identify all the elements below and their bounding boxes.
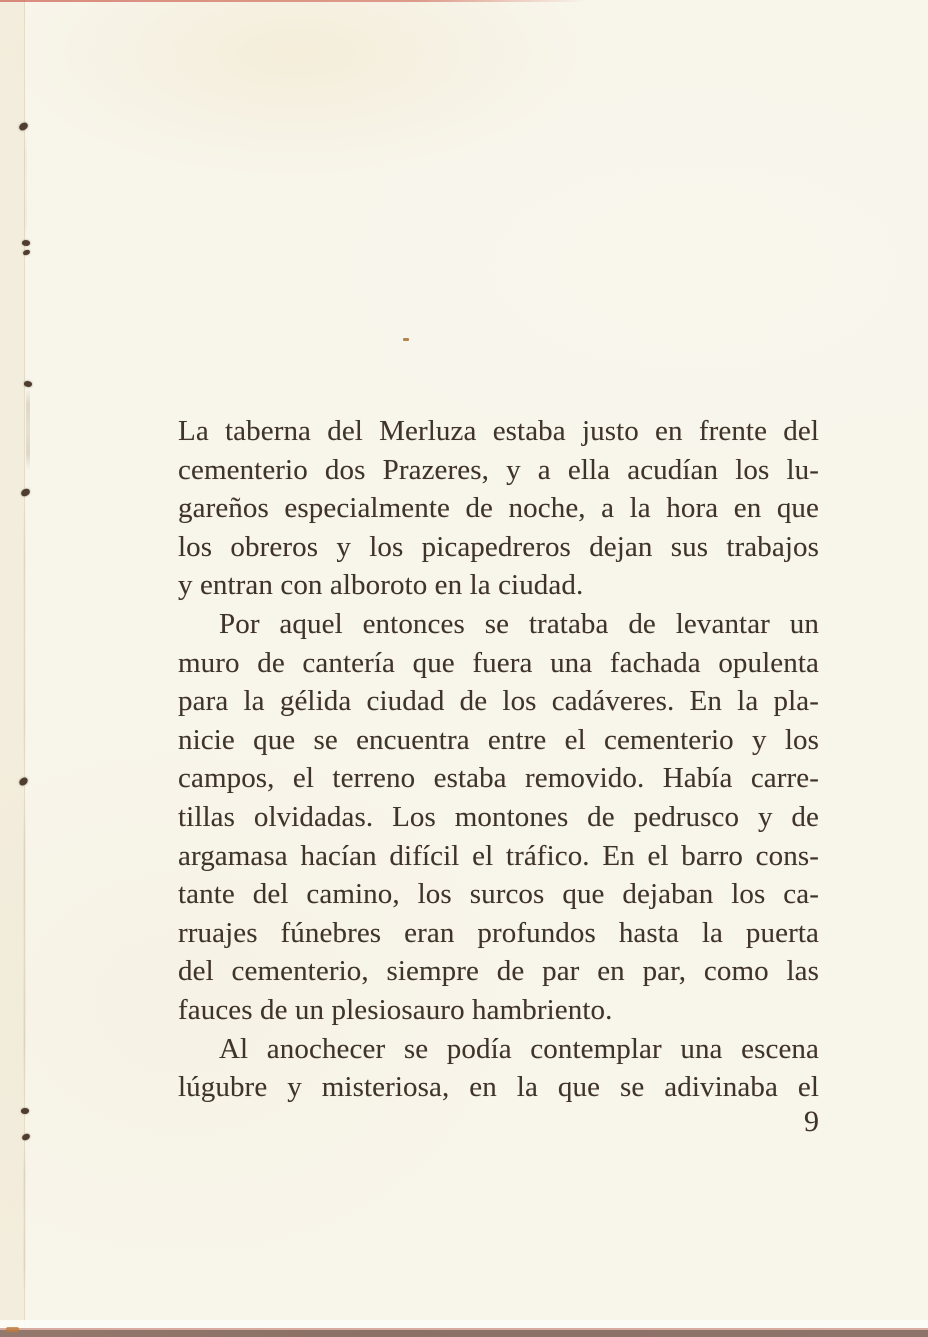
text-line: para la gélida ciudad de los cadáveres. En la pla- xyxy=(178,685,819,718)
binding-thread xyxy=(23,1145,26,1295)
text-line: nicie que se encuentra entre el cementerio y los xyxy=(178,723,819,756)
text-line: La taberna del Merluza estaba justo en frente del xyxy=(178,415,819,447)
text-line: del cementerio, siempre de par en par, como las xyxy=(178,955,819,988)
binding-stitch-mark xyxy=(20,488,31,497)
text-line: muro de cantería que fuera una fachada opulenta xyxy=(178,646,819,679)
text-line: campos, el terreno estaba removido. Había carre- xyxy=(178,762,819,795)
binding-thread xyxy=(23,792,26,1104)
binding-stitch-mark xyxy=(21,1107,30,1114)
binding-thread xyxy=(24,133,27,241)
text-line: los obreros y los picapedreros dejan sus trabajos xyxy=(178,530,819,563)
text-line: gareños especialmente de noche, a la hora en que xyxy=(178,492,819,525)
scan-edge-band-bottom xyxy=(0,1330,928,1337)
text-block xyxy=(178,412,819,1107)
binding-stitch-mark xyxy=(21,1133,30,1141)
text-line: tillas olvidadas. Los montones de pedrusco y de xyxy=(178,800,819,833)
text-line: y entran con alboroto en la ciudad. xyxy=(178,569,584,602)
scan-smudge xyxy=(6,1327,19,1332)
binding-thread xyxy=(26,388,30,470)
text-line: Al anochecer se podía contemplar una escena xyxy=(219,1032,819,1065)
paper-speck xyxy=(403,338,409,341)
text-line: fauces de un plesiosauro hambriento. xyxy=(178,993,613,1026)
text-line: cementerio dos Prazeres, y a ella acudían los lu- xyxy=(178,453,819,486)
binding-thread xyxy=(23,500,26,775)
scan-edge-line-top xyxy=(0,0,600,2)
text-line: argamasa hacían difícil el tráfico. En el barro cons- xyxy=(178,839,819,872)
binding-stitch-mark xyxy=(23,249,31,255)
text-line: Por aquel entonces se trataba de levantar un xyxy=(219,607,819,640)
scan-edge-white-strip xyxy=(0,1320,928,1328)
text-line: tante del camino, los surcos que dejaban los ca- xyxy=(178,878,819,911)
page-number: 9 xyxy=(804,1105,819,1138)
text-line: lúgubre y misteriosa, en la que se adivinaba el xyxy=(178,1071,819,1104)
text-line: rruajes fúnebres eran profundos hasta la puerta xyxy=(178,916,819,949)
